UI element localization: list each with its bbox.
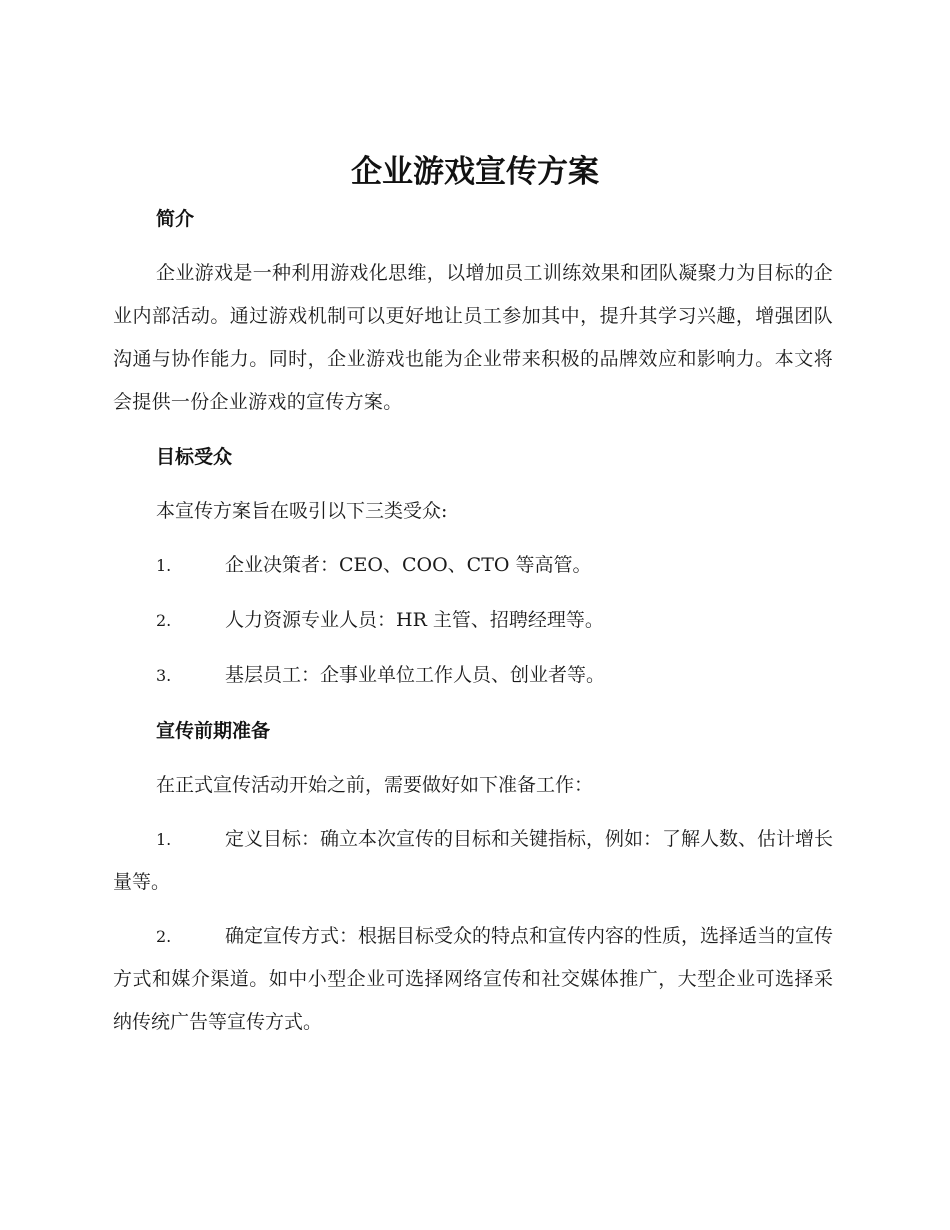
list-item-text: 确定宣传方式：根据目标受众的特点和宣传内容的性质，选择适当的宣传方式和媒介渠道。如中小型企业可选择网络宣传和社交媒体推广，大型企业可选择采纳传统广告等宣传方式。	[113, 925, 834, 1033]
list-number: 3.	[156, 666, 172, 685]
list-number: 2.	[156, 927, 172, 946]
section-heading-audience: 目标受众	[156, 446, 233, 468]
section-heading-prep: 宣传前期准备	[156, 720, 271, 742]
list-item-text: 人力资源专业人员：HR 主管、招聘经理等。	[225, 609, 604, 631]
list-item	[113, 599, 833, 642]
prep-lead: 在正式宣传活动开始之前，需要做好如下准备工作：	[156, 774, 594, 796]
document-title: 企业游戏宣传方案	[351, 154, 599, 190]
list-number: 1.	[156, 556, 172, 575]
intro-paragraph: 企业游戏是一种利用游戏化思维，以增加员工训练效果和团队凝聚力为目标的企业内部活动。通过游戏机制可以更好地让员工参加其中，提升其学习兴趣，增强团队沟通与协作能力。同时，企业游戏也能为企业带来积极的品牌效应和影响力。本文将会提供一份企业游戏的宣传方案。	[113, 262, 833, 413]
list-number: 1.	[156, 830, 172, 849]
audience-lead: 本宣传方案旨在吸引以下三类受众:	[156, 500, 448, 522]
list-item	[113, 654, 833, 697]
list-item-text: 定义目标：确立本次宣传的目标和关键指标，例如：了解人数、估计增长量等。	[113, 828, 834, 893]
list-item	[113, 544, 833, 587]
section-heading-intro: 简介	[156, 208, 195, 230]
list-item-text: 企业决策者：CEO、COO、CTO 等高管。	[225, 554, 592, 576]
list-number: 2.	[156, 611, 172, 630]
list-item	[113, 818, 833, 904]
list-item-text: 基层员工：企事业单位工作人员、创业者等。	[225, 664, 606, 686]
list-item	[113, 915, 833, 1044]
